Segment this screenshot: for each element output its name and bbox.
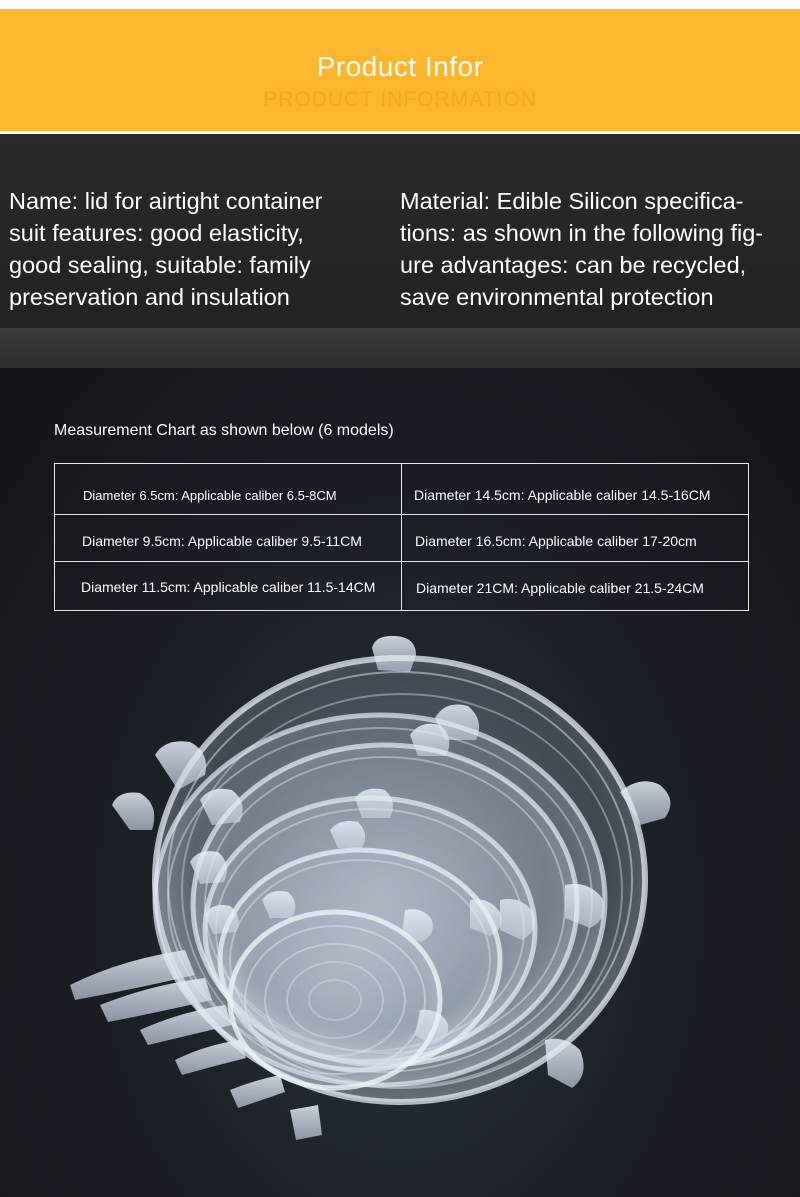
table-row-divider <box>55 514 748 515</box>
info-section <box>0 134 800 328</box>
divider-band <box>0 328 800 368</box>
info-line: Name: lid for airtight container <box>9 188 323 214</box>
table-cell: Diameter 16.5cm: Applicable caliber 17-20cm <box>415 533 697 549</box>
info-line: tions: as shown in the following fig- <box>400 220 764 246</box>
info-line: suit features: good elasticity, <box>9 220 304 246</box>
header-subtitle: PRODUCT INFORMATION <box>263 88 537 111</box>
info-line: preservation and insulation <box>9 284 290 310</box>
table-cell: Diameter 14.5cm: Applicable caliber 14.5-16CM <box>414 487 711 503</box>
info-line: good sealing, suitable: family <box>9 252 311 278</box>
table-column-divider <box>401 464 402 610</box>
table-cell: Diameter 9.5cm: Applicable caliber 9.5-11CM <box>82 533 362 549</box>
info-line: save environmental protection <box>400 284 714 310</box>
top-strip <box>0 0 800 9</box>
header-banner <box>0 9 800 131</box>
measurement-heading: Measurement Chart as shown below (6 models) <box>54 422 394 439</box>
header-title: Product Infor <box>316 51 484 82</box>
measurement-table <box>54 463 749 611</box>
info-line: ure advantages: can be recycled, <box>400 252 747 278</box>
table-row-divider <box>55 561 748 562</box>
table-cell: Diameter 21CM: Applicable caliber 21.5-24CM <box>416 580 704 596</box>
info-left-column <box>9 185 384 313</box>
info-line: Material: Edible Silicon specifica- <box>400 188 744 214</box>
info-right-column <box>400 185 796 313</box>
table-cell: Diameter 6.5cm: Applicable caliber 6.5-8CM <box>83 488 337 503</box>
silicone-lids-stack-illustration <box>0 620 800 1197</box>
table-cell: Diameter 11.5cm: Applicable caliber 11.5-14CM <box>81 579 376 595</box>
